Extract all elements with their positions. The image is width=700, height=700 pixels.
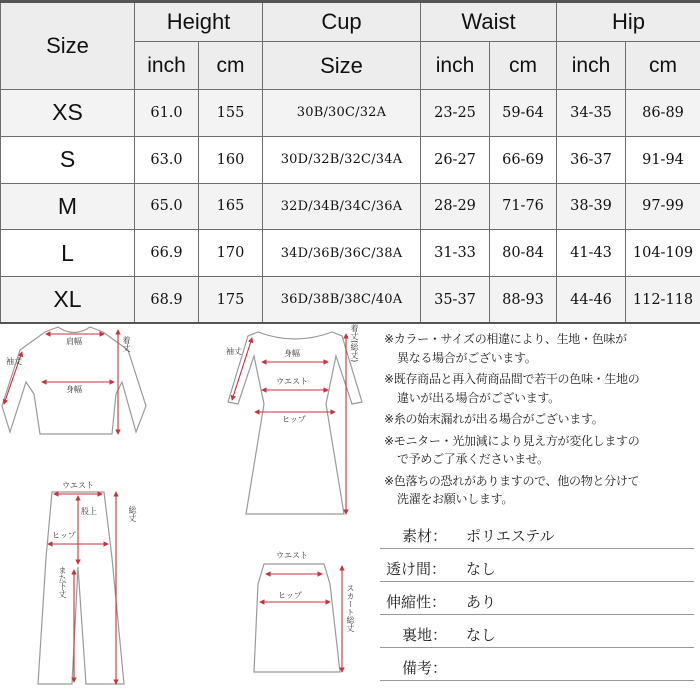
remarks-label: 備考： xyxy=(402,659,448,677)
waist-inch-header: inch xyxy=(421,42,490,90)
material-spec xyxy=(380,516,694,681)
waist-inch-cell: 35-37 xyxy=(421,277,490,324)
note-line: ※カラー・サイズの相違により、生地・色味が xyxy=(384,332,627,346)
waist-cm-cell: 71-76 xyxy=(490,183,557,230)
note-line-cont: 洗濯をお願いします。 xyxy=(397,492,514,506)
height-header: Height xyxy=(135,2,263,42)
hip-inch-cell: 44-46 xyxy=(557,277,626,324)
material-label: 素材： xyxy=(402,527,448,545)
waist-inch-cell: 26-27 xyxy=(421,136,490,183)
spec-row-lining xyxy=(380,615,694,648)
cup-size-cell: 32D/34B/34C/36A xyxy=(263,183,421,230)
dress-chest-label: 身幅 xyxy=(284,349,300,358)
dress-length-label: 着丈(総丈) xyxy=(350,324,359,363)
table-row xyxy=(1,183,700,230)
height-cm-cell: 165 xyxy=(199,183,263,230)
top-shoulder-label: 肩幅 xyxy=(66,337,82,346)
hip-inch-header: inch xyxy=(557,42,626,90)
hip-cm-header: cm xyxy=(626,42,700,90)
note-line-cont: 違いが出る場合がございます。 xyxy=(397,390,560,405)
pants-waist-label: ウエスト xyxy=(62,481,94,490)
hip-inch-cell: 41-43 xyxy=(557,230,626,277)
height-cm-cell: 170 xyxy=(199,230,263,277)
note-line-cont: 異なる場合がございます。 xyxy=(397,350,537,365)
waist-cm-cell: 59-64 xyxy=(490,90,557,137)
height-inch-cell: 68.9 xyxy=(135,277,199,324)
top-sleeve-label: 袖丈 xyxy=(6,357,22,366)
stretch-label: 伸縮性： xyxy=(386,593,447,611)
note-item xyxy=(384,330,698,367)
hip-header: Hip xyxy=(557,2,700,42)
material-value: ポリエステル xyxy=(466,527,555,545)
measurement-diagrams xyxy=(0,322,378,700)
note-item xyxy=(384,472,698,509)
table-row xyxy=(1,136,700,183)
cup-size-cell: 30D/32B/32C/34A xyxy=(263,136,421,183)
sheer-value: なし xyxy=(466,560,497,578)
spec-row-material xyxy=(380,516,694,549)
hip-cm-cell: 86-89 xyxy=(626,90,700,137)
hip-inch-cell: 38-39 xyxy=(557,183,626,230)
pants-inseam-label: また下丈 xyxy=(58,566,67,598)
height-cm-cell: 155 xyxy=(199,90,263,137)
sheer-label: 透け間： xyxy=(386,560,447,578)
height-inch-cell: 63.0 xyxy=(135,136,199,183)
skirt-waist-label: ウエスト xyxy=(276,551,308,560)
hip-cm-cell: 104-109 xyxy=(626,230,700,277)
hip-cm-cell: 112-118 xyxy=(626,277,700,324)
hip-cm-cell: 91-94 xyxy=(626,136,700,183)
pants-hip-label: ヒップ xyxy=(52,531,76,540)
height-cm-cell: 175 xyxy=(199,277,263,324)
waist-inch-cell: 28-29 xyxy=(421,183,490,230)
size-table-body xyxy=(1,90,700,324)
height-cm-cell: 160 xyxy=(199,136,263,183)
size-cell: M xyxy=(1,183,135,230)
waist-cm-cell: 88-93 xyxy=(490,277,557,324)
spec-row-stretch xyxy=(380,582,694,615)
note-line: ※既存商品と再入荷商品間で若干の色味・生地の xyxy=(384,372,640,386)
waist-inch-cell: 31-33 xyxy=(421,230,490,277)
height-cm-header: cm xyxy=(199,42,263,90)
note-line: ※モニター・光加減により見え方が変化しますの xyxy=(384,433,640,448)
spec-row-sheer xyxy=(380,549,694,582)
table-row xyxy=(1,277,700,324)
skirt-length-label: スカート総丈 xyxy=(346,584,355,632)
dress-hip-label: ヒップ xyxy=(282,415,306,424)
table-row xyxy=(1,230,700,277)
waist-inch-cell: 23-25 xyxy=(421,90,490,137)
care-notes xyxy=(384,330,698,512)
skirt-hip-label: ヒップ xyxy=(278,591,302,600)
hip-cm-cell: 97-99 xyxy=(626,183,700,230)
waist-cm-header: cm xyxy=(490,42,557,90)
lining-value: なし xyxy=(466,626,497,644)
height-inch-header: inch xyxy=(135,42,199,90)
size-cell: S xyxy=(1,136,135,183)
spec-row-remarks xyxy=(380,648,694,681)
pants-total-label: 総丈 xyxy=(128,506,137,522)
pants-garment-outline xyxy=(38,492,124,684)
top-length-label: 着丈 xyxy=(122,336,131,352)
cup-header: Cup xyxy=(263,2,421,42)
height-inch-cell: 66.9 xyxy=(135,230,199,277)
size-chart-table xyxy=(0,0,700,324)
cup-size-cell: 34D/36B/36C/38A xyxy=(263,230,421,277)
height-inch-cell: 61.0 xyxy=(135,90,199,137)
cup-size-cell: 36D/38B/38C/40A xyxy=(263,277,421,324)
table-row xyxy=(1,90,700,137)
size-cell: XL xyxy=(1,277,135,324)
note-item xyxy=(384,410,698,429)
size-header: Size xyxy=(1,2,135,90)
size-cell: L xyxy=(1,230,135,277)
note-line: ※糸の始末漏れが出る場合がございます。 xyxy=(384,412,604,426)
waist-cm-cell: 80-84 xyxy=(490,230,557,277)
skirt-garment-outline xyxy=(254,564,340,672)
top-chest-label: 身幅 xyxy=(66,385,82,394)
waist-header: Waist xyxy=(421,2,557,42)
note-line: ※色落ちの恐れがありますので、他の物と分けて xyxy=(384,473,640,488)
garment-illustrations xyxy=(0,322,378,700)
note-item xyxy=(384,370,698,407)
stretch-value: あり xyxy=(466,593,497,611)
hip-inch-cell: 34-35 xyxy=(557,90,626,137)
dress-waist-label: ウエスト xyxy=(276,377,308,386)
note-item xyxy=(384,432,698,469)
lining-label: 裏地： xyxy=(402,626,448,644)
cup-size-cell: 30B/30C/32A xyxy=(263,90,421,137)
hip-inch-cell: 36-37 xyxy=(557,136,626,183)
waist-cm-cell: 66-69 xyxy=(490,136,557,183)
pants-rise-label: 股上 xyxy=(81,507,97,516)
note-line-cont: で予めご了承くださいませ。 xyxy=(397,452,549,466)
cup-size-header: Size xyxy=(263,42,421,90)
size-cell: XS xyxy=(1,90,135,137)
dress-sleeve-label: 袖丈 xyxy=(226,347,242,356)
height-inch-cell: 65.0 xyxy=(135,183,199,230)
